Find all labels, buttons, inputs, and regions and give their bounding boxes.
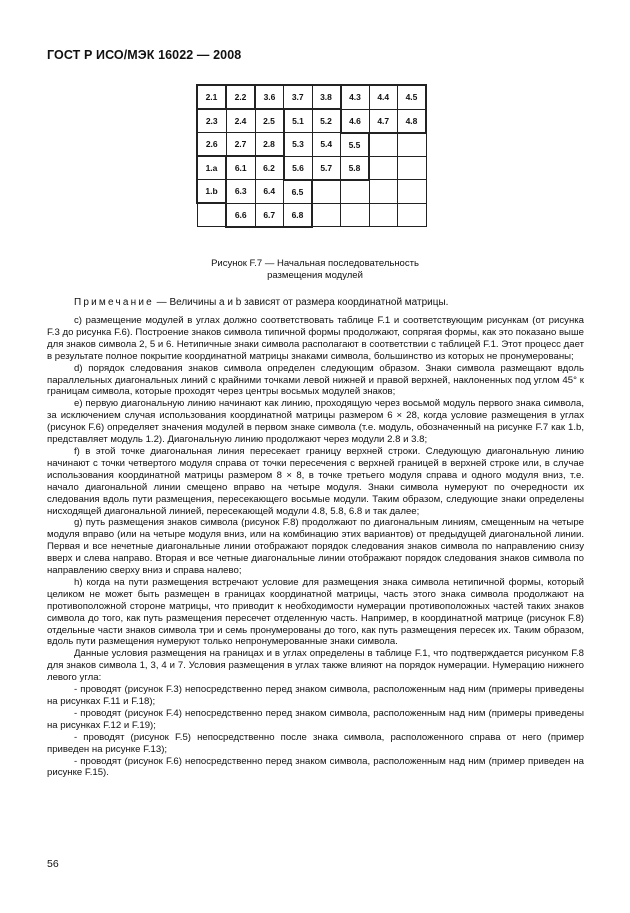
- document-header: ГОСТ Р ИСО/МЭК 16022 — 2008: [47, 48, 242, 62]
- grid-cell: 4.7: [369, 109, 398, 133]
- grid-cell: [312, 203, 341, 227]
- grid-cell: 2.8: [255, 133, 284, 157]
- grid-row: [197, 133, 426, 157]
- grid-cell: 5.1: [284, 109, 313, 133]
- grid-cell: [369, 203, 398, 227]
- grid-cell: 4.4: [369, 85, 398, 109]
- grid-cell: [369, 156, 398, 180]
- grid-cell: 6.3: [226, 180, 255, 204]
- grid-cell: 4.3: [341, 85, 370, 109]
- grid-cell: 5.7: [312, 156, 341, 180]
- grid-cell: 4.6: [341, 109, 370, 133]
- grid-cell: 3.7: [284, 85, 313, 109]
- grid-cell: [369, 133, 398, 157]
- body-text: [47, 315, 584, 779]
- grid-cell: 6.5: [284, 180, 313, 204]
- grid-cell: 2.1: [197, 85, 226, 109]
- grid-row: [197, 156, 426, 180]
- grid-cell: [398, 156, 427, 180]
- grid-cell: 3.8: [312, 85, 341, 109]
- grid-cell: 6.1: [226, 156, 255, 180]
- grid-row: [197, 109, 426, 133]
- grid-row: [197, 203, 426, 227]
- grid-cell: 5.4: [312, 133, 341, 157]
- list-item: - проводят (рисунок F.5) непосредственно после знака символа, расположенного справа от него (пример приведен на рисунке F.13);: [47, 731, 584, 755]
- paragraph: h) когда на пути размещения встречают условие для размещения знака символа нетипичной формы, который целиком не может быть размещен в границах координатной матрицы, часть этого знака символа продолжают на противоположной стороне матрицы, что приводит к необходимости нумерации противоположных частей таких знаков символа до того, как путь размещения пересечет отделенную часть. Например, в координатной матрице (рисунок F.8) отдельные части знаков символа три и семь пронумерованы до того, как путь размещения пересек их. Таким образом, вдоль пути размещения нумеруют только непронумерованные знаки символа.: [47, 576, 584, 648]
- grid-cell: [398, 203, 427, 227]
- grid-cell: [197, 203, 226, 227]
- figure-caption-line: Рисунок F.7 — Начальная последовательность: [211, 258, 419, 269]
- grid-cell: 2.5: [255, 109, 284, 133]
- list-item: - проводят (рисунок F.6) непосредственно перед знаком символа, расположенным над ним (пример приведен на рисунке F.15).: [47, 755, 584, 779]
- grid-cell: 2.4: [226, 109, 255, 133]
- grid-cell: [312, 180, 341, 204]
- grid-cell: 6.6: [226, 203, 255, 227]
- grid-cell: [398, 180, 427, 204]
- grid-cell: [341, 203, 370, 227]
- grid-cell: 2.3: [197, 109, 226, 133]
- paragraph: е) первую диагональную линию начинают как линию, проходящую через восьмой модуль первого знака символа, за исключением случая использования координатной матрицы размером 6 × 28, когда условие размещения в углах (рисунок F.6) определяет значения модулей в первом знаке символа (т.е. модуль, обозначенный на рисунке F.7 как 1.b, представляет модуль 1.2). Диагональную линию продолжают через модули 2.8 и 3.8;: [47, 398, 584, 446]
- grid-cell: 5.3: [284, 133, 313, 157]
- grid-cell: 5.6: [284, 156, 313, 180]
- grid-cell: 4.8: [398, 109, 427, 133]
- grid-cell: [398, 133, 427, 157]
- grid-cell: 6.7: [255, 203, 284, 227]
- grid-row: [197, 180, 426, 204]
- grid-cell: 2.2: [226, 85, 255, 109]
- grid-cell: 6.8: [284, 203, 313, 227]
- grid-cell: 3.6: [255, 85, 284, 109]
- note-label: Примечание: [74, 297, 154, 308]
- paragraph: Данные условия размещения на границах и в углах определены в таблице F.1, что подтверждается рисунком F.8 для знаков символа 1, 3, 4 и 7. Условия размещения в углах также влияют на порядок нумерации. Нумерацию нижнего левого угла:: [47, 648, 584, 684]
- grid-cell: 5.8: [341, 156, 370, 180]
- note: [74, 297, 448, 308]
- paragraph: с) размещение модулей в углах должно соответствовать таблице F.1 и соответствующим рисункам (от рисунка F.3 до рисунка F.6). Построение знаков символа типичной формы продолжают, сопрягая формы, как это показано выше для знаков символа 2, 5 и 6. Нетипичные знаки символа располагают в соответствии с таблицей F.1. Этот процесс дает в результате полное покрытие координатной матрицы знаками символа, большинство из которых не пронумерованы;: [47, 315, 584, 362]
- grid-cell: 2.7: [226, 133, 255, 157]
- grid-cell: 5.2: [312, 109, 341, 133]
- grid-row: [197, 85, 426, 109]
- figure-caption: [150, 258, 480, 282]
- figure-caption-line: размещения модулей: [267, 270, 363, 281]
- paragraph: f) в этой точке диагональная линия пересекает границу верхней строки. Следующую диагональную линию начинают с точки четвертого модуля справа от точки пересечения с верхней границей в верхней строке или, в случае использования координатной матрицы размером 8 × 8, в точке третьего модуля справа и одного модуля вниз, т.е. начало диагональной линии смещено вправо на четыре модуля. Знаки символа нумеруют по очередности их следования вдоль пути размещения, пересекающего восьмые модули. Таким образом, следующие знаки определены нисходящей диагональной линией, пересекающей модули 4.8, 5.8, 6.8 и так далее;: [47, 445, 584, 517]
- note-text: — Величины a и b зависят от размера координатной матрицы.: [153, 297, 449, 308]
- grid-cell: [341, 180, 370, 204]
- grid-cell: 2.6: [197, 133, 226, 157]
- list-item: - проводят (рисунок F.3) непосредственно перед знаком символа, расположенным над ним (примеры приведены на рисунках F.11 и F.18);: [47, 684, 584, 707]
- grid-cell: 1.b: [197, 180, 226, 204]
- grid-cell: 6.4: [255, 180, 284, 204]
- page-number: 56: [47, 858, 59, 870]
- paragraph: g) путь размещения знаков символа (рисунок F.8) продолжают по диагональным линиям, смещенным на четыре модуля вправо (или на четыре модуля вниз, или на комбинацию этих вариантов) от предыдущей диагональной линии. Первая и все нечетные диагональные линии отображают порядок следования знаков символа по направлению снизу вверх и слева направо. Вторая и все четные диагональные линии отображают порядок следования знаков символа по направлению сверху вниз и справа налево;: [47, 517, 584, 577]
- paragraph: d) порядок следования знаков символа определен следующим образом. Знаки символа размещают вдоль параллельных диагональных линий с крайними точками левой нижней и правой верхней, наклоненных под углом 45° к границам символа, которые проходят через центры восьмых модулей знаков;: [47, 362, 584, 398]
- list-item: - проводят (рисунок F.4) непосредственно перед знаком символа, расположенным над ним (примеры приведены на рисунках F.12 и F.19);: [47, 707, 584, 731]
- grid-cell: 5.5: [341, 133, 370, 157]
- module-placement-grid: [196, 84, 427, 228]
- grid-cell: 1.a: [197, 156, 226, 180]
- grid-cell: 4.5: [398, 85, 427, 109]
- grid-cell: 6.2: [255, 156, 284, 180]
- grid-cell: [369, 180, 398, 204]
